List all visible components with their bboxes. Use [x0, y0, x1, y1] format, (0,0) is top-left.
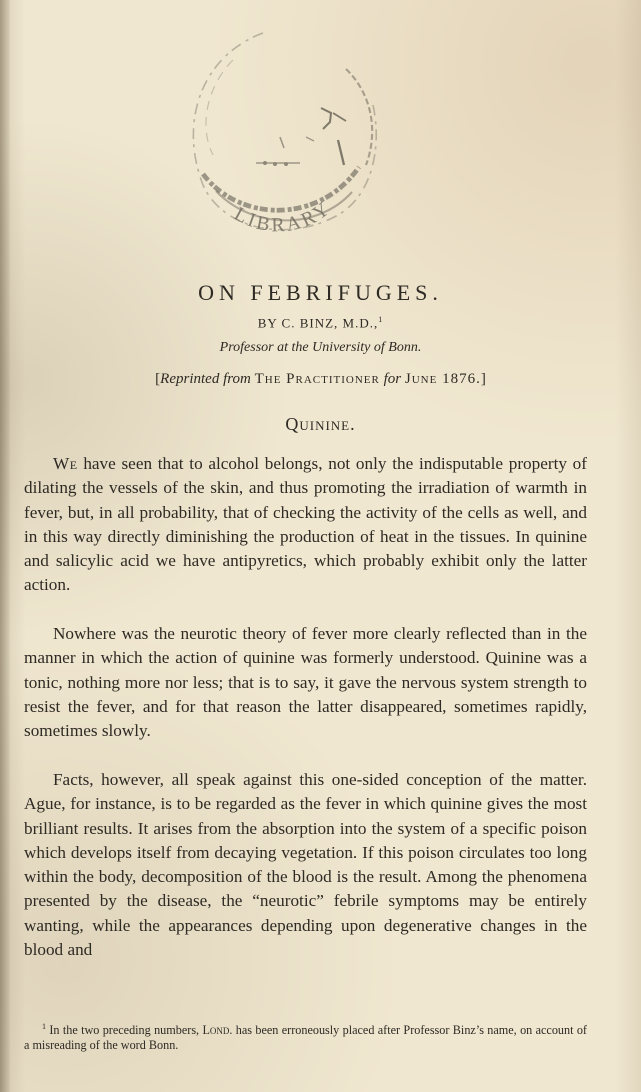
footnote [24, 1019, 587, 1053]
reprint-prefix: Reprinted from [160, 371, 251, 387]
author-footnote-marker: 1 [378, 315, 384, 324]
body-paragraph-3: Facts, however, all speak against this one-sided conception of the matter. Ague, for instance, is to be regarded as the fever in which quinine gives the most brilliant results. It arises from the absorption into the system of a specific poison which develops itself from decaying vegetation. If this poison circulates too long within the body, decomposition of the blood is the result. Among the phenomena presented by the disease, the “neurotic” febrile symptoms may be entirely wanting, while the appearances depending upon degenerative changes in the blood and [24, 770, 587, 959]
author-affiliation: Professor at the University of Bonn. [219, 340, 422, 355]
library-stamp [168, 25, 388, 250]
author-byline [0, 315, 641, 331]
author-name: BY C. BINZ, M.D., [257, 315, 379, 331]
paragraph-lead-word: We [53, 454, 78, 473]
footnote-marker: 1 [42, 1022, 46, 1031]
footnote-text-after: has been erroneously placed after Professor Binz’s name, on account of a misreading of the word Bonn. [24, 1023, 587, 1053]
reprint-date: June 1876. [404, 371, 481, 387]
reprint-close-bracket: ] [480, 371, 486, 387]
section-heading: Quinine. [285, 414, 356, 434]
library-stamp-graphic [168, 25, 388, 250]
reprint-for: for [383, 371, 402, 387]
body-paragraph-1 [24, 452, 587, 598]
journal-name: The Practitioner [254, 371, 380, 387]
body-paragraph-2: Nowhere was the neurotic theory of fever more clearly reflected than in the manner in which the action of quinine was formerly understood. Quinine was a tonic, nothing more nor less; that is to say, it gave the nervous system strength to resist the fever, and for that reason the latter disappeared, sometimes rapidly, sometimes slowly. [24, 624, 587, 740]
reprint-open-bracket: [ [155, 371, 161, 387]
stamp-text: LIBRARY [230, 196, 336, 237]
document-title: ON FEBRIFUGES. [198, 280, 443, 305]
footnote-text-before: In the two preceding numbers, [49, 1023, 200, 1038]
footnote-abbreviation: Lond. [202, 1023, 233, 1038]
reprint-notice [0, 371, 641, 388]
page-edge-shadow [0, 0, 10, 1092]
paragraph-1-text: have seen that to alcohol belongs, not only the indisputable property of dilating the vessels of the skin, and thus promoting the irradiation of warmth in fever, but, in all probability, that of checking the activity of the cells as well, and in this way directly diminishing the production of heat in the tissues. In quinine and salicylic acid we have antipyretics, which probably exhibit only the latter action. [24, 454, 588, 595]
